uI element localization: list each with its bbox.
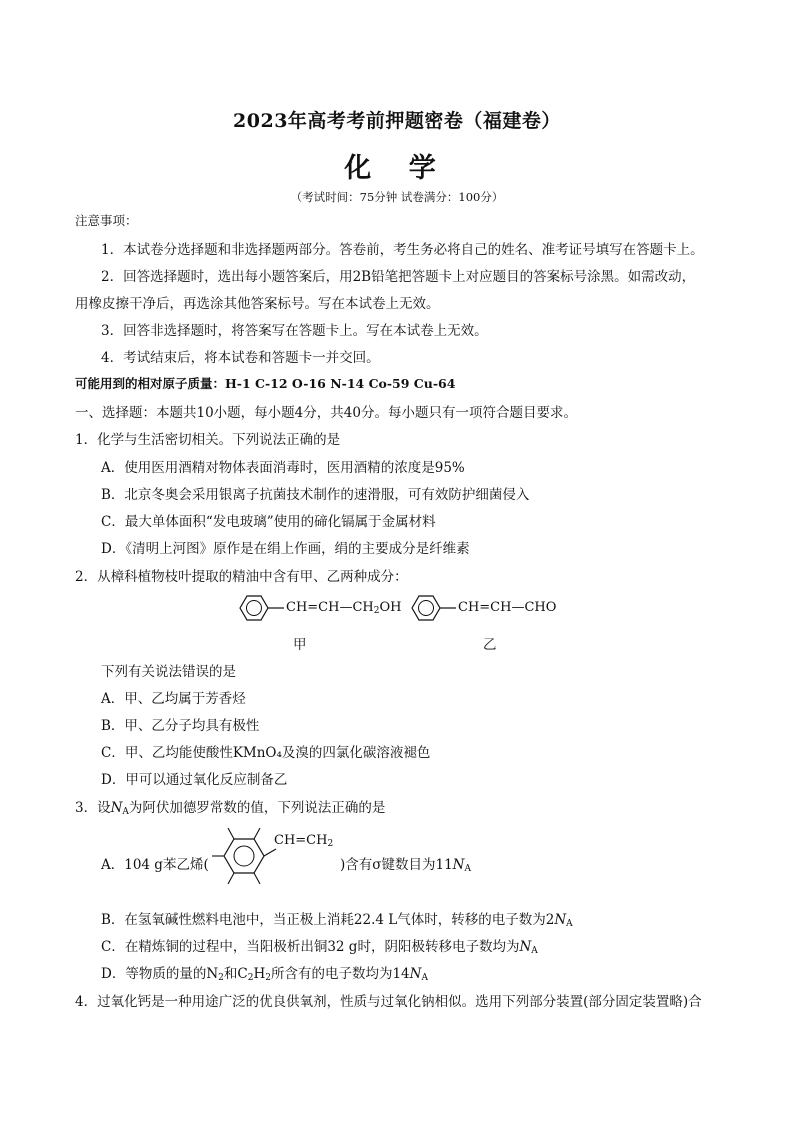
q3-na-sub: A (464, 864, 471, 874)
notice-item-3: 3．回答非选择题时，将答案写在答题卡上。写在本试卷上无效。 (101, 323, 488, 339)
q3-option-a-post (340, 853, 471, 874)
q3-sub-2: 2 (265, 973, 271, 983)
q3-styrene-structure (210, 820, 340, 890)
q3-option-d-mid2: H (253, 966, 266, 982)
q1-stem: 1．化学与生活密切相关。下列说法正确的是 (75, 432, 341, 448)
q1-option-d: D．《清明上河图》原作是在绢上作画，绢的主要成分是纤维素 (101, 541, 470, 557)
subject-title: 化 学 (344, 153, 450, 184)
notice-item-2-line1: 2．回答选择题时，选出每小题答案后，用2B铅笔把答题卡上对应题目的答案标号涂黑。如需改动， (101, 269, 696, 285)
q3-vinyl-formula (274, 833, 333, 849)
notice-item-2-line2: 用橡皮擦干净后，再选涂其他答案标号。写在本试卷上无效。 (75, 296, 440, 312)
q3-option-a-pre: A．104 g苯乙烯( (101, 857, 209, 873)
notice-item-4: 4．考试结束后，将本试卷和答题卡一并交回。 (101, 350, 380, 366)
q3-vinyl-formula-main: CH=CH (274, 833, 328, 848)
notice-heading: 注意事项： (75, 213, 138, 228)
q3-option-d (101, 962, 428, 983)
q1-option-b: B．北京冬奥会采用银离子抗菌技术制作的速滑服，可有效防护细菌侵入 (101, 487, 530, 503)
q3-option-c (101, 935, 538, 956)
q3-option-d-mid1: 和C (223, 966, 248, 982)
q3-stem (75, 796, 385, 817)
q3-na-sub: A (531, 946, 538, 956)
q2-option-c: C．甲、乙均能使酸性KMnO₄及溴的四氯化碳溶液褪色 (101, 745, 431, 761)
q3-sub-2: 2 (247, 973, 254, 983)
benzene-ring-icon (240, 596, 268, 620)
q3-stem-pre: 3．设 (75, 800, 111, 816)
q2-yi-formula: CH=CH—CHO (458, 600, 557, 615)
q3-na-sub: A (566, 919, 573, 929)
q3-na-letter: N (519, 939, 532, 955)
q3-na-sub: A (421, 973, 428, 983)
q3-stem-post: 为阿伏加德罗常数的值，下列说法正确的是 (128, 800, 386, 816)
q3-na-letter: N (409, 966, 422, 982)
q3-na-letter: N (554, 912, 567, 928)
q3-option-d-post: 所含有的电子数均为14 (270, 966, 410, 982)
section1-heading: 一、选择题：本题共10小题，每小题4分，共40分。每小题只有一项符合题目要求。 (75, 405, 577, 421)
q3-vinyl-formula-sub: 2 (327, 839, 334, 849)
q3-option-c-text: C．在精炼铜的过程中，当阳极析出铜32 g时，阴阳极转移电子数均为 (101, 939, 520, 955)
q2-jia-label: 甲 (293, 637, 307, 653)
atomic-masses: 可能用到的相对原子质量：H-1 C-12 O-16 N-14 Co-59 Cu-64 (75, 376, 456, 391)
q3-option-b (101, 908, 573, 929)
q3-option-a-tail: )含有σ键数目为11 (340, 857, 453, 873)
q3-option-d-pre: D．等物质的量的N (101, 966, 219, 982)
q3-stem-na-sub: A (122, 807, 129, 817)
q2-option-d: D．甲可以通过氧化反应制备乙 (101, 772, 288, 788)
q3-option-b-text: B．在氢氧碱性燃料电池中，当正极上消耗22.4 L气体时，转移的电子数为2 (101, 912, 555, 928)
q2-prompt: 下列有关说法错误的是 (101, 664, 236, 680)
benzene-ring-icon (212, 828, 276, 884)
q3-stem-na: N (110, 800, 123, 816)
exam-title: 2023年高考考前押题密卷（福建卷） (233, 110, 561, 132)
exam-info: （考试时间：75分钟 试卷满分：100分） (290, 190, 504, 204)
q1-option-c: C．最大单体面积“发电玻璃”使用的碲化镉属于金属材料 (101, 514, 436, 530)
q2-jia-formula-end: OH (379, 600, 402, 615)
q2-option-b: B．甲、乙分子均具有极性 (101, 718, 260, 734)
q2-jia-formula-sub: 2 (373, 606, 380, 616)
q4-stem: 4．过氧化钙是一种用途广泛的优良供氧剂，性质与过氧化钠相似。选用下列部分装置(部分固定装置略)合 (75, 994, 702, 1010)
q2-yi-label: 乙 (483, 637, 497, 653)
q2-jia-formula (286, 600, 401, 616)
q3-sub-2: 2 (218, 973, 224, 983)
q2-jia-formula-main: CH=CH—CH (286, 600, 374, 615)
benzene-ring-icon (412, 596, 440, 620)
q2-option-a: A．甲、乙均属于芳香烃 (101, 691, 246, 707)
notice-item-1: 1．本试卷分选择题和非选择题两部分。答卷前，考生务必将自己的姓名、准考证号填写在答题卡上。 (101, 242, 704, 258)
q2-stem: 2．从樟科植物枝叶提取的精油中含有甲、乙两种成分： (75, 569, 408, 585)
q3-na-letter: N (452, 857, 465, 873)
q1-option-a: A．使用医用酒精对物体表面消毒时，医用酒精的浓度是95% (101, 460, 465, 476)
